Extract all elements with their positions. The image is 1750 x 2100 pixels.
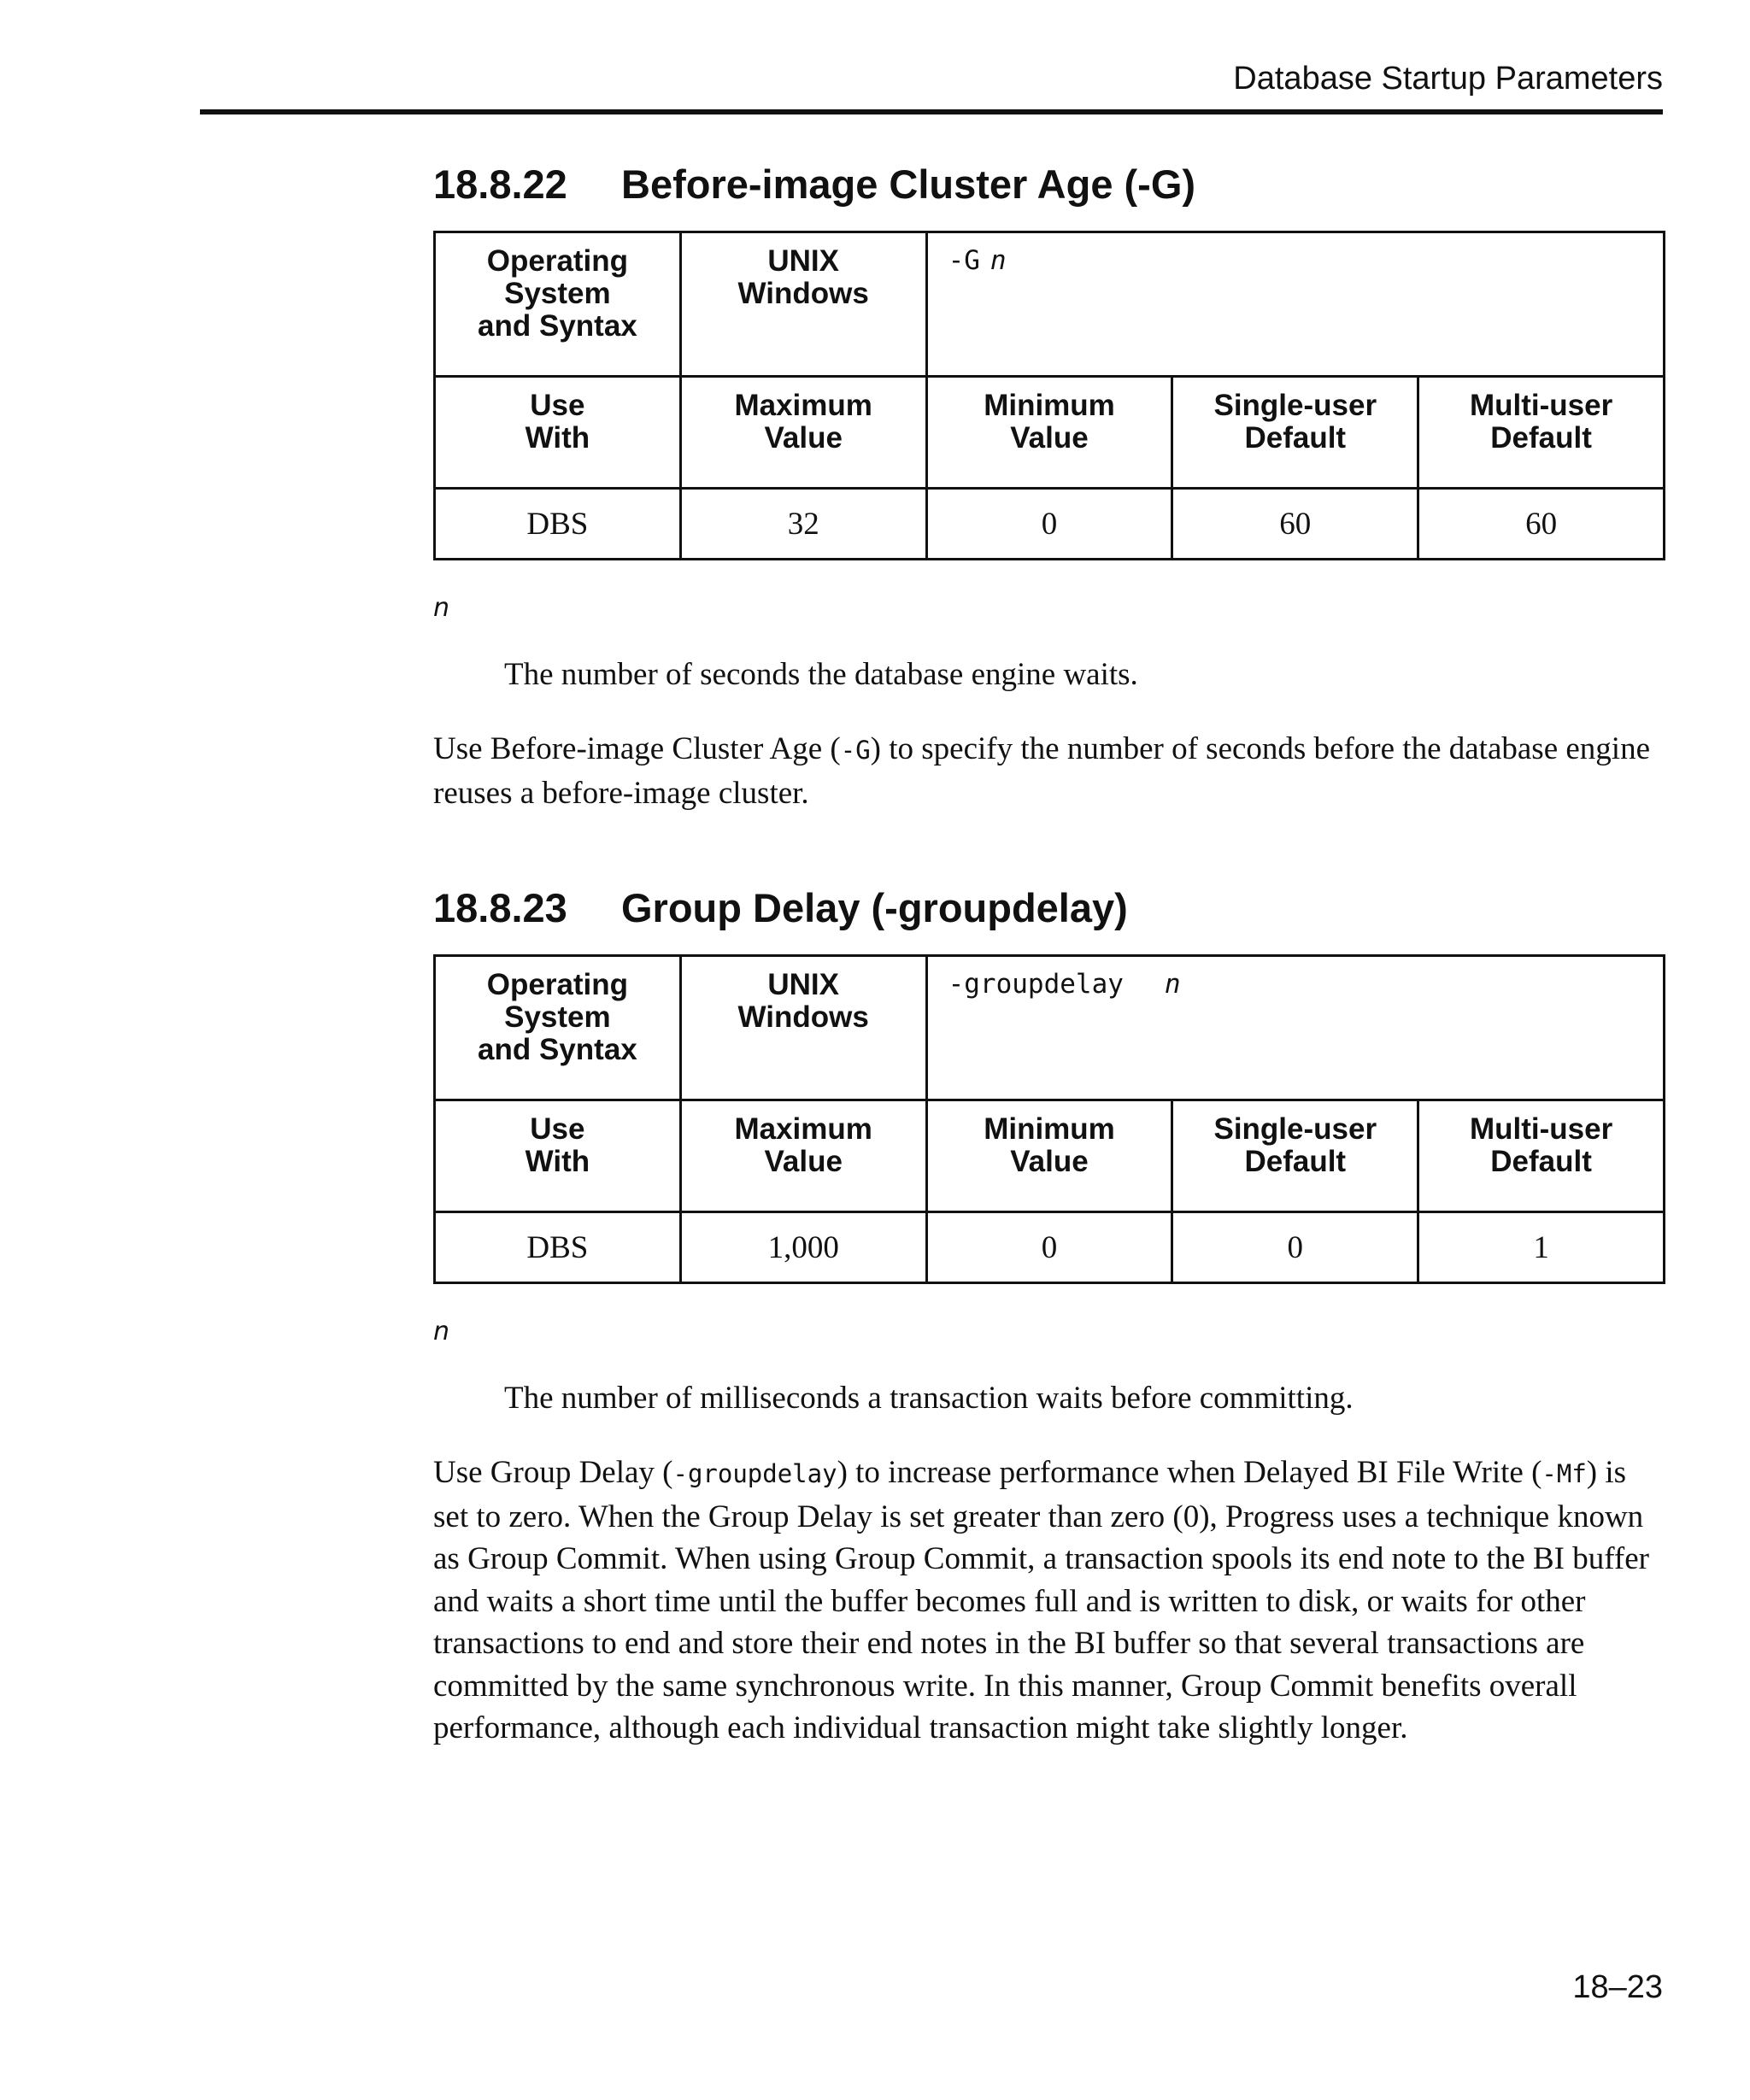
term-description: The number of milliseconds a transaction waits before committing.: [504, 1381, 1354, 1416]
section-heading-group-delay: [433, 877, 1663, 937]
multi-user-default-value: 1: [1418, 1212, 1665, 1283]
section-heading-cluster-age: [433, 154, 1663, 214]
syntax-flag: -G: [948, 245, 980, 276]
single-user-default-value: 60: [1172, 489, 1418, 560]
os-syntax-label: Operating System and Syntax: [435, 232, 681, 377]
table-row: [435, 232, 1665, 377]
section-title: Group Delay (-groupdelay): [621, 884, 1128, 930]
body-paragraph: [433, 1452, 1663, 1750]
syntax-arg: n: [1164, 969, 1181, 1000]
maximum-value-header: Maximum Value: [680, 1100, 926, 1212]
term-label: n: [433, 593, 450, 623]
use-with-header: Use With: [435, 377, 681, 489]
body-paragraph: [433, 728, 1663, 814]
inline-code: -groupdelay: [672, 1459, 837, 1488]
section-number: 18.8.22: [433, 161, 567, 207]
table-row: [435, 1212, 1665, 1283]
platforms-label: UNIX Windows: [680, 232, 926, 377]
use-with-value: DBS: [435, 1212, 681, 1283]
term-label: n: [433, 1317, 450, 1346]
body-text: Use Group Delay (: [433, 1455, 673, 1490]
single-user-default-value: 0: [1172, 1212, 1418, 1283]
page-number: 18–23: [1572, 1969, 1663, 2005]
header-rule: [200, 109, 1663, 114]
multi-user-default-value: 60: [1418, 489, 1665, 560]
maximum-value: 1,000: [680, 1212, 926, 1283]
section-number: 18.8.23: [433, 884, 567, 930]
page-content: [433, 154, 1663, 1750]
platforms-label: UNIX Windows: [680, 956, 926, 1100]
minimum-value-header: Minimum Value: [926, 377, 1172, 489]
table-row: [435, 377, 1665, 489]
multi-user-default-header: Multi-user Default: [1418, 1100, 1665, 1212]
syntax-arg: n: [990, 245, 1007, 276]
parameter-table-cluster-age: [433, 231, 1665, 560]
single-user-default-header: Single-user Default: [1172, 1100, 1418, 1212]
term-description: The number of seconds the database engine waits.: [504, 657, 1138, 692]
use-with-header: Use With: [435, 1100, 681, 1212]
section-title: Before-image Cluster Age (-G): [621, 161, 1196, 207]
use-with-value: DBS: [435, 489, 681, 560]
os-syntax-label: Operating System and Syntax: [435, 956, 681, 1100]
maximum-value-header: Maximum Value: [680, 377, 926, 489]
inline-code: -G: [840, 736, 871, 765]
minimum-value: 0: [926, 1212, 1172, 1283]
running-header: Database Startup Parameters: [1233, 61, 1663, 97]
table-row: [435, 1100, 1665, 1212]
table-row: [435, 489, 1665, 560]
multi-user-default-header: Multi-user Default: [1418, 377, 1665, 489]
minimum-value: 0: [926, 489, 1172, 560]
single-user-default-header: Single-user Default: [1172, 377, 1418, 489]
syntax-cell: [926, 956, 1664, 1100]
syntax-cell: [926, 232, 1664, 377]
table-row: [435, 956, 1665, 1100]
minimum-value-header: Minimum Value: [926, 1100, 1172, 1212]
parameter-table-group-delay: [433, 954, 1665, 1284]
body-text: ) to increase performance when Delayed BI File Write (: [837, 1455, 1542, 1490]
body-text: Use Before-image Cluster Age (: [433, 731, 841, 766]
body-text: ) is set to zero. When the Group Delay is set greater than zero (0), Progress uses a technique known as Group Commit. When using Group Commit, a transaction spools its end note to the BI buffer and waits a short time until the buffer becomes full and is written to disk, or waits for other transactions to end and store their end notes in the BI buffer so that several transactions are committed by the same synchronous write. In this manner, Group Commit benefits overall performance, although each individual transaction might take slightly longer.: [433, 1455, 1649, 1745]
syntax-flag: -groupdelay: [948, 969, 1124, 1000]
inline-code: -Mf: [1542, 1459, 1587, 1488]
body-text: ) to specify the number of seconds before the database engine reuses a before-image cluster.: [433, 731, 1650, 811]
maximum-value: 32: [680, 489, 926, 560]
